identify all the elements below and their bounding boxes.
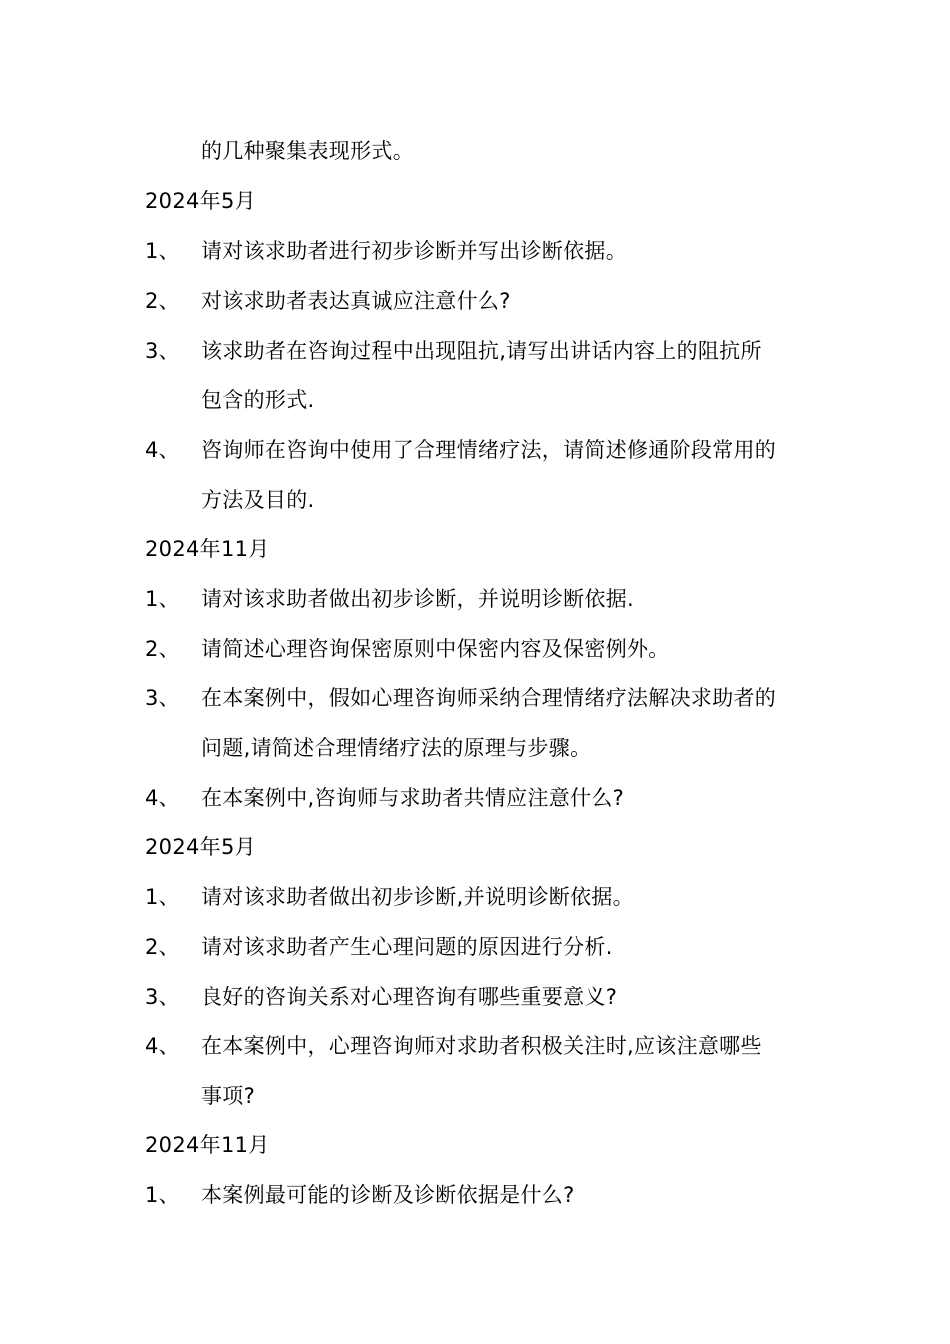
item-number: 3、 <box>145 686 180 710</box>
item-text: 请对该求助者进行初步诊断并写出诊断依据。 <box>201 239 627 263</box>
item-number: 1、 <box>145 885 180 909</box>
item-number: 4、 <box>145 1034 180 1058</box>
item-number: 3、 <box>145 339 180 363</box>
item-number: 3、 <box>145 985 180 1009</box>
item-number: 2、 <box>145 935 180 959</box>
section-heading: 2024年5月 <box>145 835 256 859</box>
item-text: 请简述心理咨询保密原则中保密内容及保密例外。 <box>201 637 670 661</box>
item-number: 2、 <box>145 637 180 661</box>
item-number: 1、 <box>145 239 180 263</box>
section-heading: 2024年5月 <box>145 189 256 213</box>
item-text-continued: 方法及目的. <box>201 488 315 512</box>
item-text: 请对该求助者做出初步诊断，并说明诊断依据. <box>201 587 634 611</box>
item-text-continued: 包含的形式. <box>201 388 315 412</box>
item-text: 咨询师在咨询中使用了合理情绪疗法，请简述修通阶段常用的 <box>201 438 777 462</box>
item-text: 在本案例中，假如心理咨询师采纳合理情绪疗法解决求助者的 <box>201 686 777 710</box>
item-text-continued: 事项? <box>201 1084 256 1108</box>
item-number: 1、 <box>145 1183 180 1207</box>
item-text: 该求助者在咨询过程中出现阻抗,请写出讲话内容上的阻抗所 <box>201 339 762 363</box>
item-text: 本案例最可能的诊断及诊断依据是什么? <box>201 1183 575 1207</box>
item-text: 请对该求助者做出初步诊断,并说明诊断依据。 <box>201 885 634 909</box>
item-text: 请对该求助者产生心理问题的原因进行分析. <box>201 935 613 959</box>
item-text: 在本案例中，心理咨询师对求助者积极关注时,应该注意哪些 <box>201 1034 762 1058</box>
item-number: 4、 <box>145 438 180 462</box>
item-text: 对该求助者表达真诚应注意什么? <box>201 289 511 313</box>
item-text-continued: 问题,请简述合理情绪疗法的原理与步骤。 <box>201 736 592 760</box>
section-heading: 2024年11月 <box>145 1133 270 1157</box>
item-text: 良好的咨询关系对心理咨询有哪些重要意义? <box>201 985 618 1009</box>
item-number: 4、 <box>145 786 180 810</box>
item-text: 在本案例中,咨询师与求助者共情应注意什么? <box>201 786 625 810</box>
item-number: 2、 <box>145 289 180 313</box>
section-heading: 2024年11月 <box>145 537 270 561</box>
item-number: 1、 <box>145 587 180 611</box>
continuation-text: 的几种聚集表现形式。 <box>201 139 414 163</box>
